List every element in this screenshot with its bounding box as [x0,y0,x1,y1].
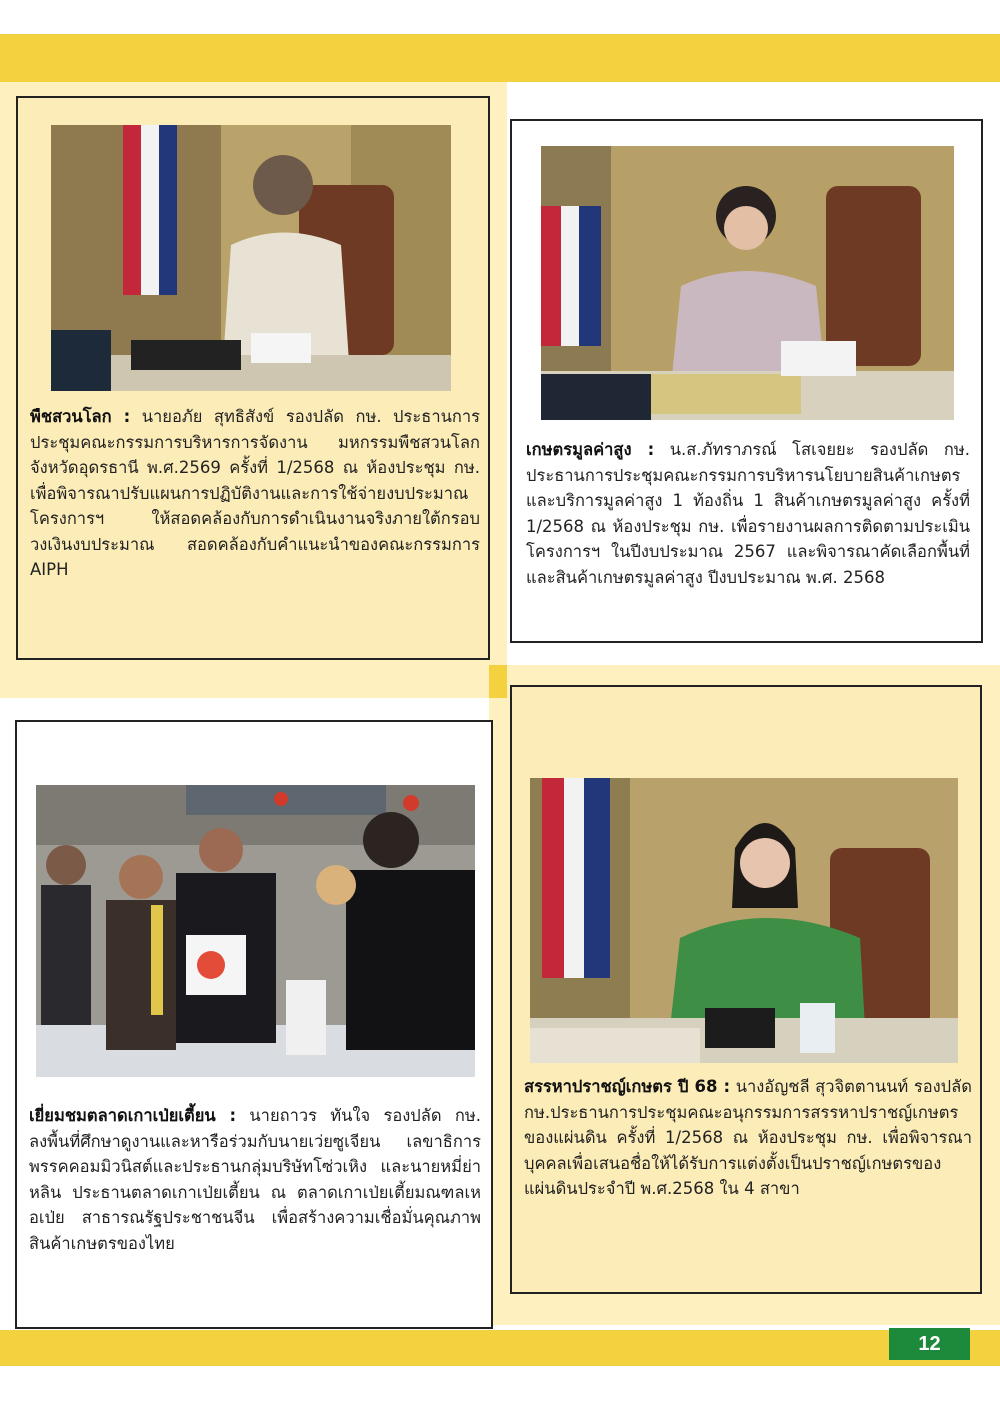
photo-world-horticulture-meeting [51,125,451,391]
article-box-gaobeidian-market [15,720,493,1329]
caption-agri-sage [524,1074,972,1202]
caption-world-horticulture [30,404,480,583]
headline-gaobeidian-market: เยี่ยมชมตลาดเกาเป่ยเตี้ยน : [29,1106,237,1125]
body-high-value-agri: น.ส.ภัทราภรณ์ โสเจยยะ รองปลัด กษ. ประธานการประชุมคณะกรรมการบริหารนโยบายสินค้าเกษตรและบริการมูลค่าสูง 1 ท้องถิ่น 1 สินค้าเกษตรมูลค่าสูง ครั้งที่ 1/2568 ณ ห้องประชุม กษ. เพื่อรายงานผลการติดตามประเมินโครงการฯ ในปีงบประมาณ 2567 และพิจารณาคัดเลือกพื้นที่และสินค้าเกษตรมูลค่าสูง ปีงบประมาณ พ.ศ. 2568 [526,440,970,587]
page-number-badge: 12 [889,1328,970,1360]
article-box-high-value-agri [510,119,983,643]
article-box-world-horticulture [16,96,490,660]
body-agri-sage: นางอัญชลี สุวจิตตานนท์ รองปลัดกษ.ประธานการประชุมคณะอนุกรรมการสรรหาปราชญ์เกษตรของแผ่นดิน ครั้งที่ 1/2568 ณ ห้องประชุม กษ. เพื่อพิจารณาบุคคลเพื่อเสนอชื่อให้ได้รับการแต่งตั้งเป็นปราชญ์เกษตรของแผ่นดินประจำปี พ.ศ.2568 ใน 4 สาขา [524,1077,972,1198]
article-box-agri-sage [510,685,982,1294]
photo-high-value-agri-meeting [541,146,954,420]
bottom-gold-bar [0,1330,1000,1366]
headline-high-value-agri: เกษตรมูลค่าสูง : [526,440,655,459]
caption-gaobeidian-market [29,1103,481,1256]
headline-world-horticulture: พืชสวนโลก : [30,407,131,426]
headline-agri-sage: สรรหาปราชญ์เกษตร ปี 68 : [524,1077,731,1096]
center-gold-square [489,665,507,698]
caption-high-value-agri [526,437,970,590]
top-gold-bar [0,34,1000,82]
body-gaobeidian-market: นายถาวร ทันใจ รองปลัด กษ. ลงพื้นที่ศึกษาดูงานและหารือร่วมกับนายเว่ยซูเจียน เลขาธิการพรรคคอมมิวนิสต์และประธานกลุ่มบริษัทโซ่วเหิง และนายหมี่ย่าหลิน ประธานตลาดเกาเป่ยเตี้ยน ณ ตลาดเกาเป่ยเตี้ยมณฑลเหอเป่ย สาธารณรัฐประชาชนจีน เพื่อสร้างความเชื่อมั่นคุณภาพสินค้าเกษตรของไทย [29,1106,481,1253]
body-world-horticulture: นายอภัย สุทธิสังข์ รองปลัด กษ. ประธานการประชุมคณะกรรมการบริหารการจัดงาน มหกรรมพืชสวนโลกจังหวัดอุดรธานี พ.ศ.2569 ครั้งที่ 1/2568 ณ ห้องประชุม กษ. เพื่อพิจารณาปรับแผนการปฏิบัติงานและการใช้จ่ายงบประมาณโครงการฯ ให้สอดคล้องกับการดำเนินงานจริงภายใต้กรอบวงเงินงบประมาณ สอดคล้องกับคำแนะนำของคณะกรรมการ AIPH [30,407,480,579]
photo-agri-sage-meeting [530,778,958,1063]
photo-gaobeidian-market-visit [36,785,475,1077]
